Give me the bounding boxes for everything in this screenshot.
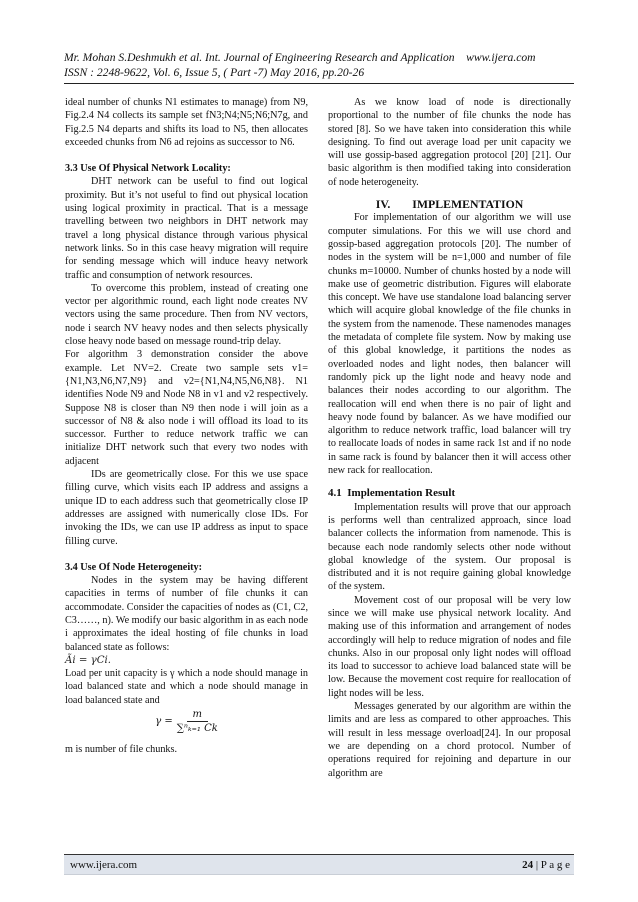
fraction xyxy=(177,709,218,735)
paragraph: As we know load of node is directionally proportional to the number of file chunks the node has stored [8]. So we have taken into consideration this while designing. To find out average load per unit capacity we will use gossip-based aggregation protocol [20] [21]. Our basic algorithm is then modified taking into consideration of node heterogeneity. xyxy=(328,97,571,188)
equation-gamma xyxy=(65,709,308,735)
paragraph: For algorithm 3 demonstration consider the above example. Let NV=2. Create two sample sets v1={N1,N3,N6,N7,N9} and v2={N1,N4,N5,N6,N8}. N1 identifies Node N9 and Node N8 in v1 and v2 respectively. Suppose N8 is closer than N9 then node i will join as a successor of N8 & also node i will offload its load to its successor. Further to reduce network traffic we can initialize DHT network such that every two nodes with adjacent xyxy=(65,349,308,467)
paragraph: IDs are geometrically close. For this we use space filling curve, which visits each IP address and assigns a unique ID to each address such that geometrically close IP addresses are assigned with numerically close IDs. For invoking the IDs, we can use IP address as input to space filling curve. xyxy=(65,469,308,547)
page-footer xyxy=(64,854,574,875)
paragraph: Implementation results will prove that our approach is performs well than centralized approach, since load balancer collects the information from namenode. This is because each node randomly selects other node without global knowledge of the system. Our proposal is distributed and it is not require gaining global knowledge of the system. xyxy=(328,501,571,593)
paragraph: Nodes in the system may be having different capacities in terms of number of file chunks it can accommodate. Consider the capacities of nodes as (C1, C2, C3……, n). We modify our basic algorithm in as each node i approximates the ideal hosting of file chunks in load balanced state as follows: xyxy=(65,575,308,653)
paragraph: Load per unit capacity is γ which a node should manage in load balanced state and which a node should manage in load balanced state and xyxy=(65,668,308,706)
section-number: IV. xyxy=(375,197,391,212)
page-number: 24 xyxy=(522,859,534,871)
paragraph: DHT network can be useful to find out logical proximity. But it’s not useful to find out physical location using logical proximity in practical. That is a message travelling between two neighbors in DHT network may travel a long physical distance through various physical network links. So in this case heavy migration will require for sending message which will induce heavy network traffic and consumption of network resources. xyxy=(65,176,308,281)
paragraph: Movement cost of our proposal will be very low since we will make use physical network locality. And making use of this information and arrangement of nodes accordingly will help to reduce migration of nodes and file chunks. Also in our proposal only light nodes will offload its load to successor to achieve load balanced state will be low. Because the movement cost require for reallocation of light nodes will be less. xyxy=(328,594,571,699)
fraction-denominator: ∑ⁿₖ₌₁ Ck xyxy=(176,723,218,735)
header-issn: ISSN : 2248-9622, Vol. 6, Issue 5, ( Part -7) May 2016, pp.20-26 xyxy=(64,66,365,79)
left-column xyxy=(65,96,308,756)
page-label: | P a g e xyxy=(533,859,570,871)
paragraph: m is number of file chunks. xyxy=(65,744,178,756)
section-heading-implementation xyxy=(328,198,571,211)
section-heading-3-4: 3.4 Use Of Node Heterogeneity: xyxy=(65,561,203,573)
paragraph: Messages generated by our algorithm are within the limits and are less as compared to other approaches. This will result in less message overload[24]. In our proposal we are depending on a chord protocol. Number of operations required for rejoining and departure in our algorithm are xyxy=(328,701,571,779)
paragraph: For implementation of our algorithm we will use computer simulations. For this we will use chord and gossip-based aggregation protocols [20]. The number of nodes in the system will be n=1,000 and number of file chunks m=10000. Number of chunks hosted by a node will make use of geometric distribution. Figures will elaborate this concept. We have use standalone load balancing server which will acquire global knowledge of the file chunks in the system from the namenode. These namenodes manages the metadata of complete file system. Now by making use of this global knowledge, it partitions the nodes as overloaded nodes and light nodes, then balancer will randomly pick up the light node and heavy node and balances their nodes according to our algorithm. The reallocation will end when there is no pair of light and heavy node found by balancer. As we have modified our algorithm to reduce network traffic, load balancer will try to reallocate loads of nodes in same rack 1st and if no node in same rack is found by balancer then it will access other new rack for reallocation. xyxy=(328,212,571,477)
fraction-numerator: m xyxy=(187,709,208,722)
footer-page-number xyxy=(522,855,570,875)
section-heading-3-3: 3.3 Use Of Physical Network Locality: xyxy=(65,163,231,175)
running-header xyxy=(64,50,574,84)
right-column xyxy=(328,96,571,780)
header-citation: Mr. Mohan S.Deshmukh et al. Int. Journal of Engineering Research and Application www.ijera.com xyxy=(64,51,536,64)
paragraph: To overcome this problem, instead of creating one vector per algorithmic round, each light node creates NV vectors using the same procedure. Then from NV vectors, node i search NV heavy nodes and then selects physically close heavy node based on message round-trip delay. xyxy=(65,282,308,348)
equation-ideal-load: Ãi = γCi. xyxy=(65,654,112,666)
section-heading-4-1: 4.1 Implementation Result xyxy=(328,487,456,500)
paragraph: ideal number of chunks N1 estimates to manage) from N9, Fig.2.4 N4 collects its sample set fN3;N4;N5;N6;N7g, and Fig.2.5 N4 departs and shifts its load to N5, then allocates exceeded chunks from N6 ad rejoins as successor to N6. xyxy=(65,97,308,148)
equation-lhs: γ = xyxy=(155,716,173,728)
footer-website: www.ijera.com xyxy=(70,859,138,871)
header-rule xyxy=(64,83,574,84)
section-title: IMPLEMENTATION xyxy=(412,197,524,212)
